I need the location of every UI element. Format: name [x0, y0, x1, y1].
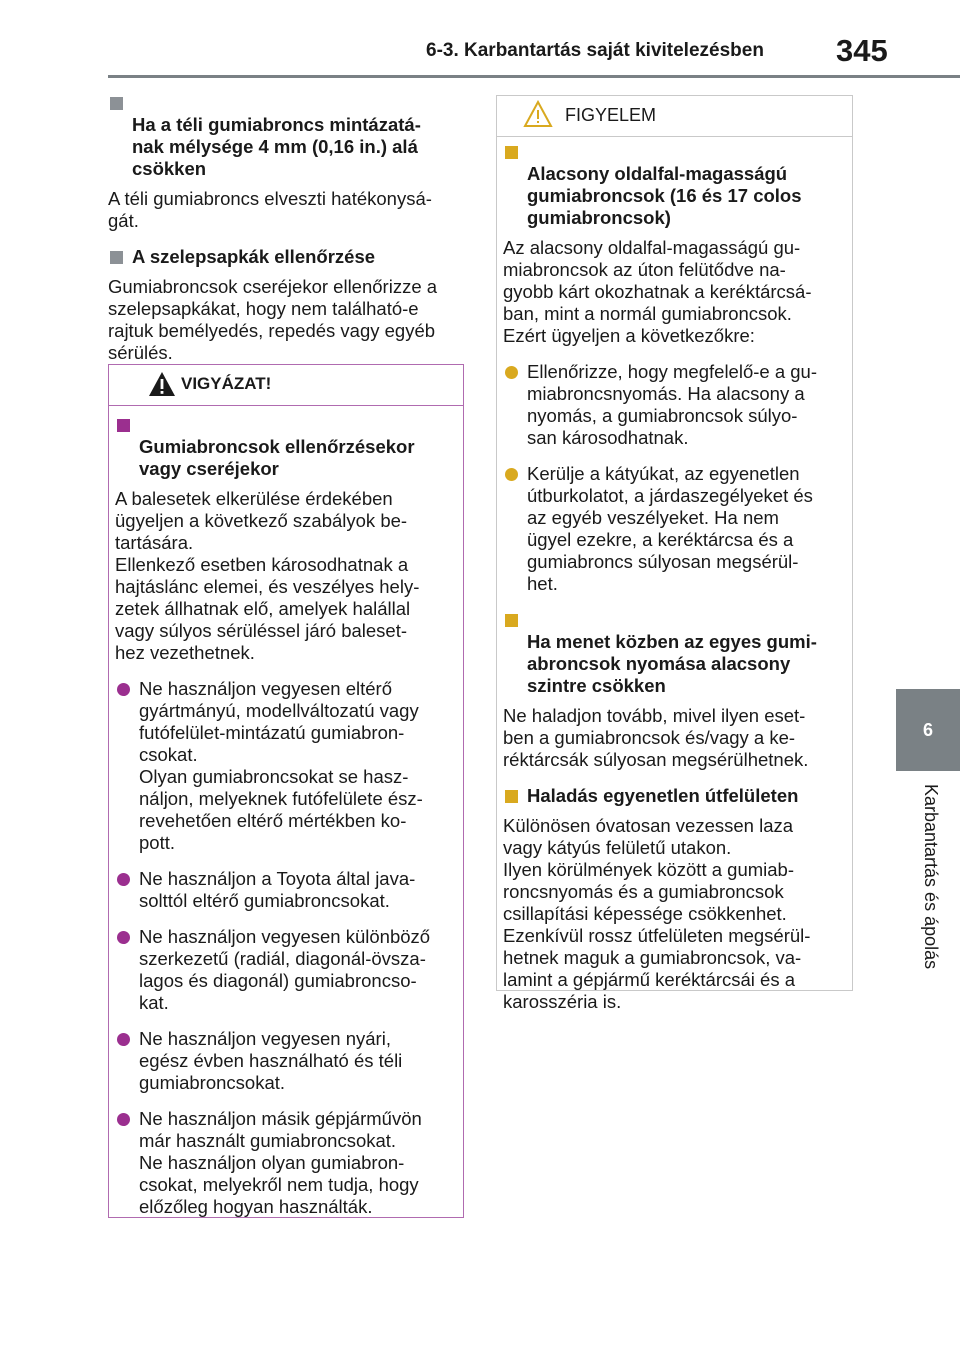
square-bullet-icon [505, 614, 518, 627]
square-bullet-icon [117, 419, 130, 432]
bullet-dot-icon [117, 1033, 130, 1046]
square-bullet-icon [505, 146, 518, 159]
square-bullet-icon [505, 790, 518, 803]
bullet-dot-icon [117, 1113, 130, 1126]
notice-text: Különösen óvatosan vezessen laza vagy kátyús felületű utakon. Ilyen körülmények között a gumiab- roncsnyomás és a gumiabroncsok csillapítási képessége csökkenhet. Ezenkívül rossz útfelületen megsérül- hetnek maguk a gumiabroncsok, va- lamint a gépjármű keréktárcsái és a karosszéria is. [503, 815, 811, 1012]
chapter-tab [896, 689, 960, 771]
notice-text: Az alacsony oldalfal-magasságú gu- miabroncsok az úton felütődve na- gyobb kárt okozhatnak a keréktárcsá- ban, mint a normál gumiabroncsok. Ezért ügyeljen a következőkre: [503, 237, 812, 346]
list-item: Ne használjon a Toyota által java- solttól eltérő gumiabroncsokat. [115, 868, 457, 912]
section-title: 6-3. Karbantartás saját kivitelezésben [426, 40, 764, 61]
bullet-dot-icon [505, 366, 518, 379]
header-rule [108, 75, 960, 78]
notice-box [496, 95, 853, 1012]
bullet-dot-icon [505, 468, 518, 481]
notice-heading: Alacsony oldalfal-magasságú gumiabroncsok (16 és 17 colos gumiabroncsok) [503, 141, 846, 229]
warning-heading: Gumiabroncsok ellenőrzésekor vagy cseréjekor [115, 414, 457, 480]
section-heading: A szelepsapkák ellenőrzése [108, 246, 464, 268]
bullet-dot-icon [117, 683, 130, 696]
caution-triangle-icon [523, 100, 553, 128]
notice-heading: Ha menet közben az egyes gumi- abroncsok nyomása alacsony szintre csökken [503, 609, 846, 697]
list-item: Ellenőrizze, hogy megfelelő-e a gu- miabroncsnyomás. Ha alacsony a nyomás, a gumiabroncsok súlyo- san károsodhatnak. [503, 361, 846, 449]
list-item: Ne használjon másik gépjárművön már használt gumiabroncsokat. Ne használjon olyan gumiabron- csokat, melyekről nem tudja, hogy előzőleg hogyan használták. [115, 1108, 457, 1218]
list-item: Ne használjon vegyesen eltérő gyártmányú, modellváltozatú vagy futófelület-mintázatú gumiabron- csokat. Olyan gumiabroncsokat se hasz- náljon, melyeknek futófelülete ész- revehetően eltérő mértékben ko- pott. [115, 678, 457, 854]
list-item: Ne használjon vegyesen különböző szerkezetű (radiál, diagonál-övsza- lagos és diagonál) gumiabroncso- kat. [115, 926, 457, 1014]
warning-box-header [109, 365, 463, 406]
warning-box [108, 364, 464, 1218]
notice-text: Ne haladjon tovább, mivel ilyen eset- ben a gumiabroncsok és/vagy a ke- réktárcsák súlyosan megsérülhetnek. [503, 705, 809, 770]
bullet-dot-icon [117, 931, 130, 944]
bullet-dot-icon [117, 873, 130, 886]
warning-triangle-icon [148, 371, 176, 397]
warning-intro: A balesetek elkerülése érdekében ügyeljen a következő szabályok be- tartására. Ellenkező esetben károsodhatnak a hajtáslánc elemei, és veszélyes hely- zetek állhatnak elő, amelyek halállal vagy súlyos sérüléssel járó baleset- hez vezethetnek. [115, 488, 420, 663]
warning-box-title: VIGYÁZAT! [181, 374, 272, 393]
square-bullet-icon [110, 97, 123, 110]
square-bullet-icon [110, 251, 123, 264]
section-heading: Ha a téli gumiabroncs mintázatá- nak mélysége 4 mm (0,16 in.) alá csökken [108, 92, 464, 180]
list-item: Ne használjon vegyesen nyári, egész évben használható és téli gumiabroncsokat. [115, 1028, 457, 1094]
chapter-title: Karbantartás és ápolás [921, 784, 941, 970]
left-column [108, 92, 464, 378]
page-number: 345 [836, 33, 888, 68]
section-text: A téli gumiabroncs elveszti hatékonysá- gát. [108, 188, 432, 231]
notice-heading: Haladás egyenetlen útfelületen [503, 785, 846, 807]
list-item: Kerülje a kátyúkat, az egyenetlen útburkolatot, a járdaszegélyeket és az egyéb veszélyeket. Ha nem ügyel ezekre, a keréktárcsa és a gumiabroncs súlyosan megsérül- het. [503, 463, 846, 595]
section-text: Gumiabroncsok cseréjekor ellenőrizze a szelepsapkákat, hogy nem található-e rajtuk bemélyedés, repedés vagy egyéb sérülés. [108, 276, 438, 363]
notice-box-header [497, 96, 852, 137]
chapter-number: 6 [922, 719, 933, 740]
notice-box-title: FIGYELEM [565, 105, 657, 125]
